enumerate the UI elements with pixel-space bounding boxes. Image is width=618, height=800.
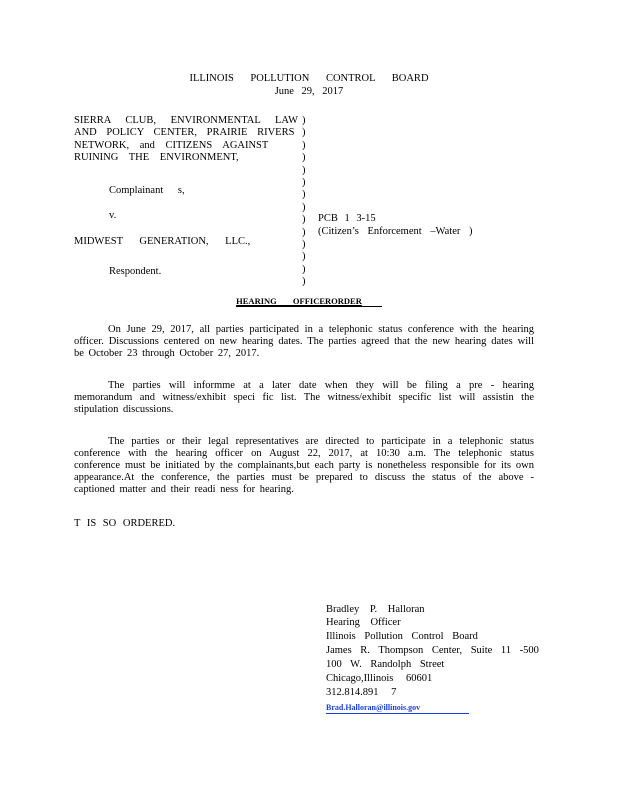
paragraph-3: The parties or their legal representatives are directed to participate in a telephonic status conference with the hearing officer on August 22, 2017, at 10:30 a.m. The telephonic status conference must be initiated by the complainants,but each party is nonetheless responsible for its own appearance.At the conference, the parties must be prepared to discuss the status of the above -captioned matter and their readi ness for hearing. bbox=[74, 436, 534, 495]
respondent-role: Respondent. bbox=[109, 266, 162, 277]
versus-label: v. bbox=[109, 210, 117, 221]
signature-building: James R. Thompson Center, Suite 11 -500 bbox=[326, 645, 539, 656]
signature-street: 100 W. Randolph Street bbox=[326, 659, 445, 670]
caption-parentheses: ) ) ) ) ) ) ) ) ) ) ) ) ) ) bbox=[302, 115, 306, 288]
closing-statement: T IS SO ORDERED. bbox=[74, 518, 176, 529]
case-type: (Citizen’s Enforcement –Water ) bbox=[318, 226, 473, 237]
paragraph-1: On June 29, 2017, all parties participated in a telephonic status conference with the hearing officer. Discussions centered on new hearing dates. The parties agreed that the new hearing dates will be October 23 through October 27, 2017. bbox=[74, 324, 534, 359]
signature-phone: 312.814.891 7 bbox=[326, 687, 397, 698]
complainant-line-1: SIERRA CLUB, ENVIRONMENTAL LAW bbox=[74, 115, 299, 126]
signature-city: Chicago,Illinois 60601 bbox=[326, 673, 433, 684]
signature-agency: Illinois Pollution Control Board bbox=[326, 631, 478, 642]
signature-name: Bradley P. Halloran bbox=[326, 604, 425, 615]
complainant-line-2: AND POLICY CENTER, PRAIRIE RIVERS bbox=[74, 127, 295, 138]
order-title: HEARING OFFICERORDER bbox=[0, 296, 618, 306]
complainants-role: Complainant s, bbox=[109, 185, 185, 196]
complainant-line-4: RUINING THE ENVIRONMENT, bbox=[74, 152, 239, 163]
case-number: PCB 1 3-15 bbox=[318, 213, 376, 224]
respondent-name: MIDWEST GENERATION, LLC., bbox=[74, 236, 251, 247]
paragraph-2: The parties will informme at a later date when they will be filing a pre - hearing memorandum and witness/exhibit speci fic list. The witness/exhibit specific list will assistin the stipulation discussions. bbox=[74, 380, 534, 415]
board-name: ILLINOIS POLLUTION CONTROL BOARD bbox=[189, 73, 429, 84]
complainant-line-3: NETWORK, and CITIZENS AGAINST bbox=[74, 140, 269, 151]
signature-email-link[interactable]: Brad.Halloran@illinois.gov bbox=[326, 703, 469, 714]
signature-title: Hearing Officer bbox=[326, 617, 401, 628]
order-date: June 29, 2017 bbox=[274, 86, 344, 97]
